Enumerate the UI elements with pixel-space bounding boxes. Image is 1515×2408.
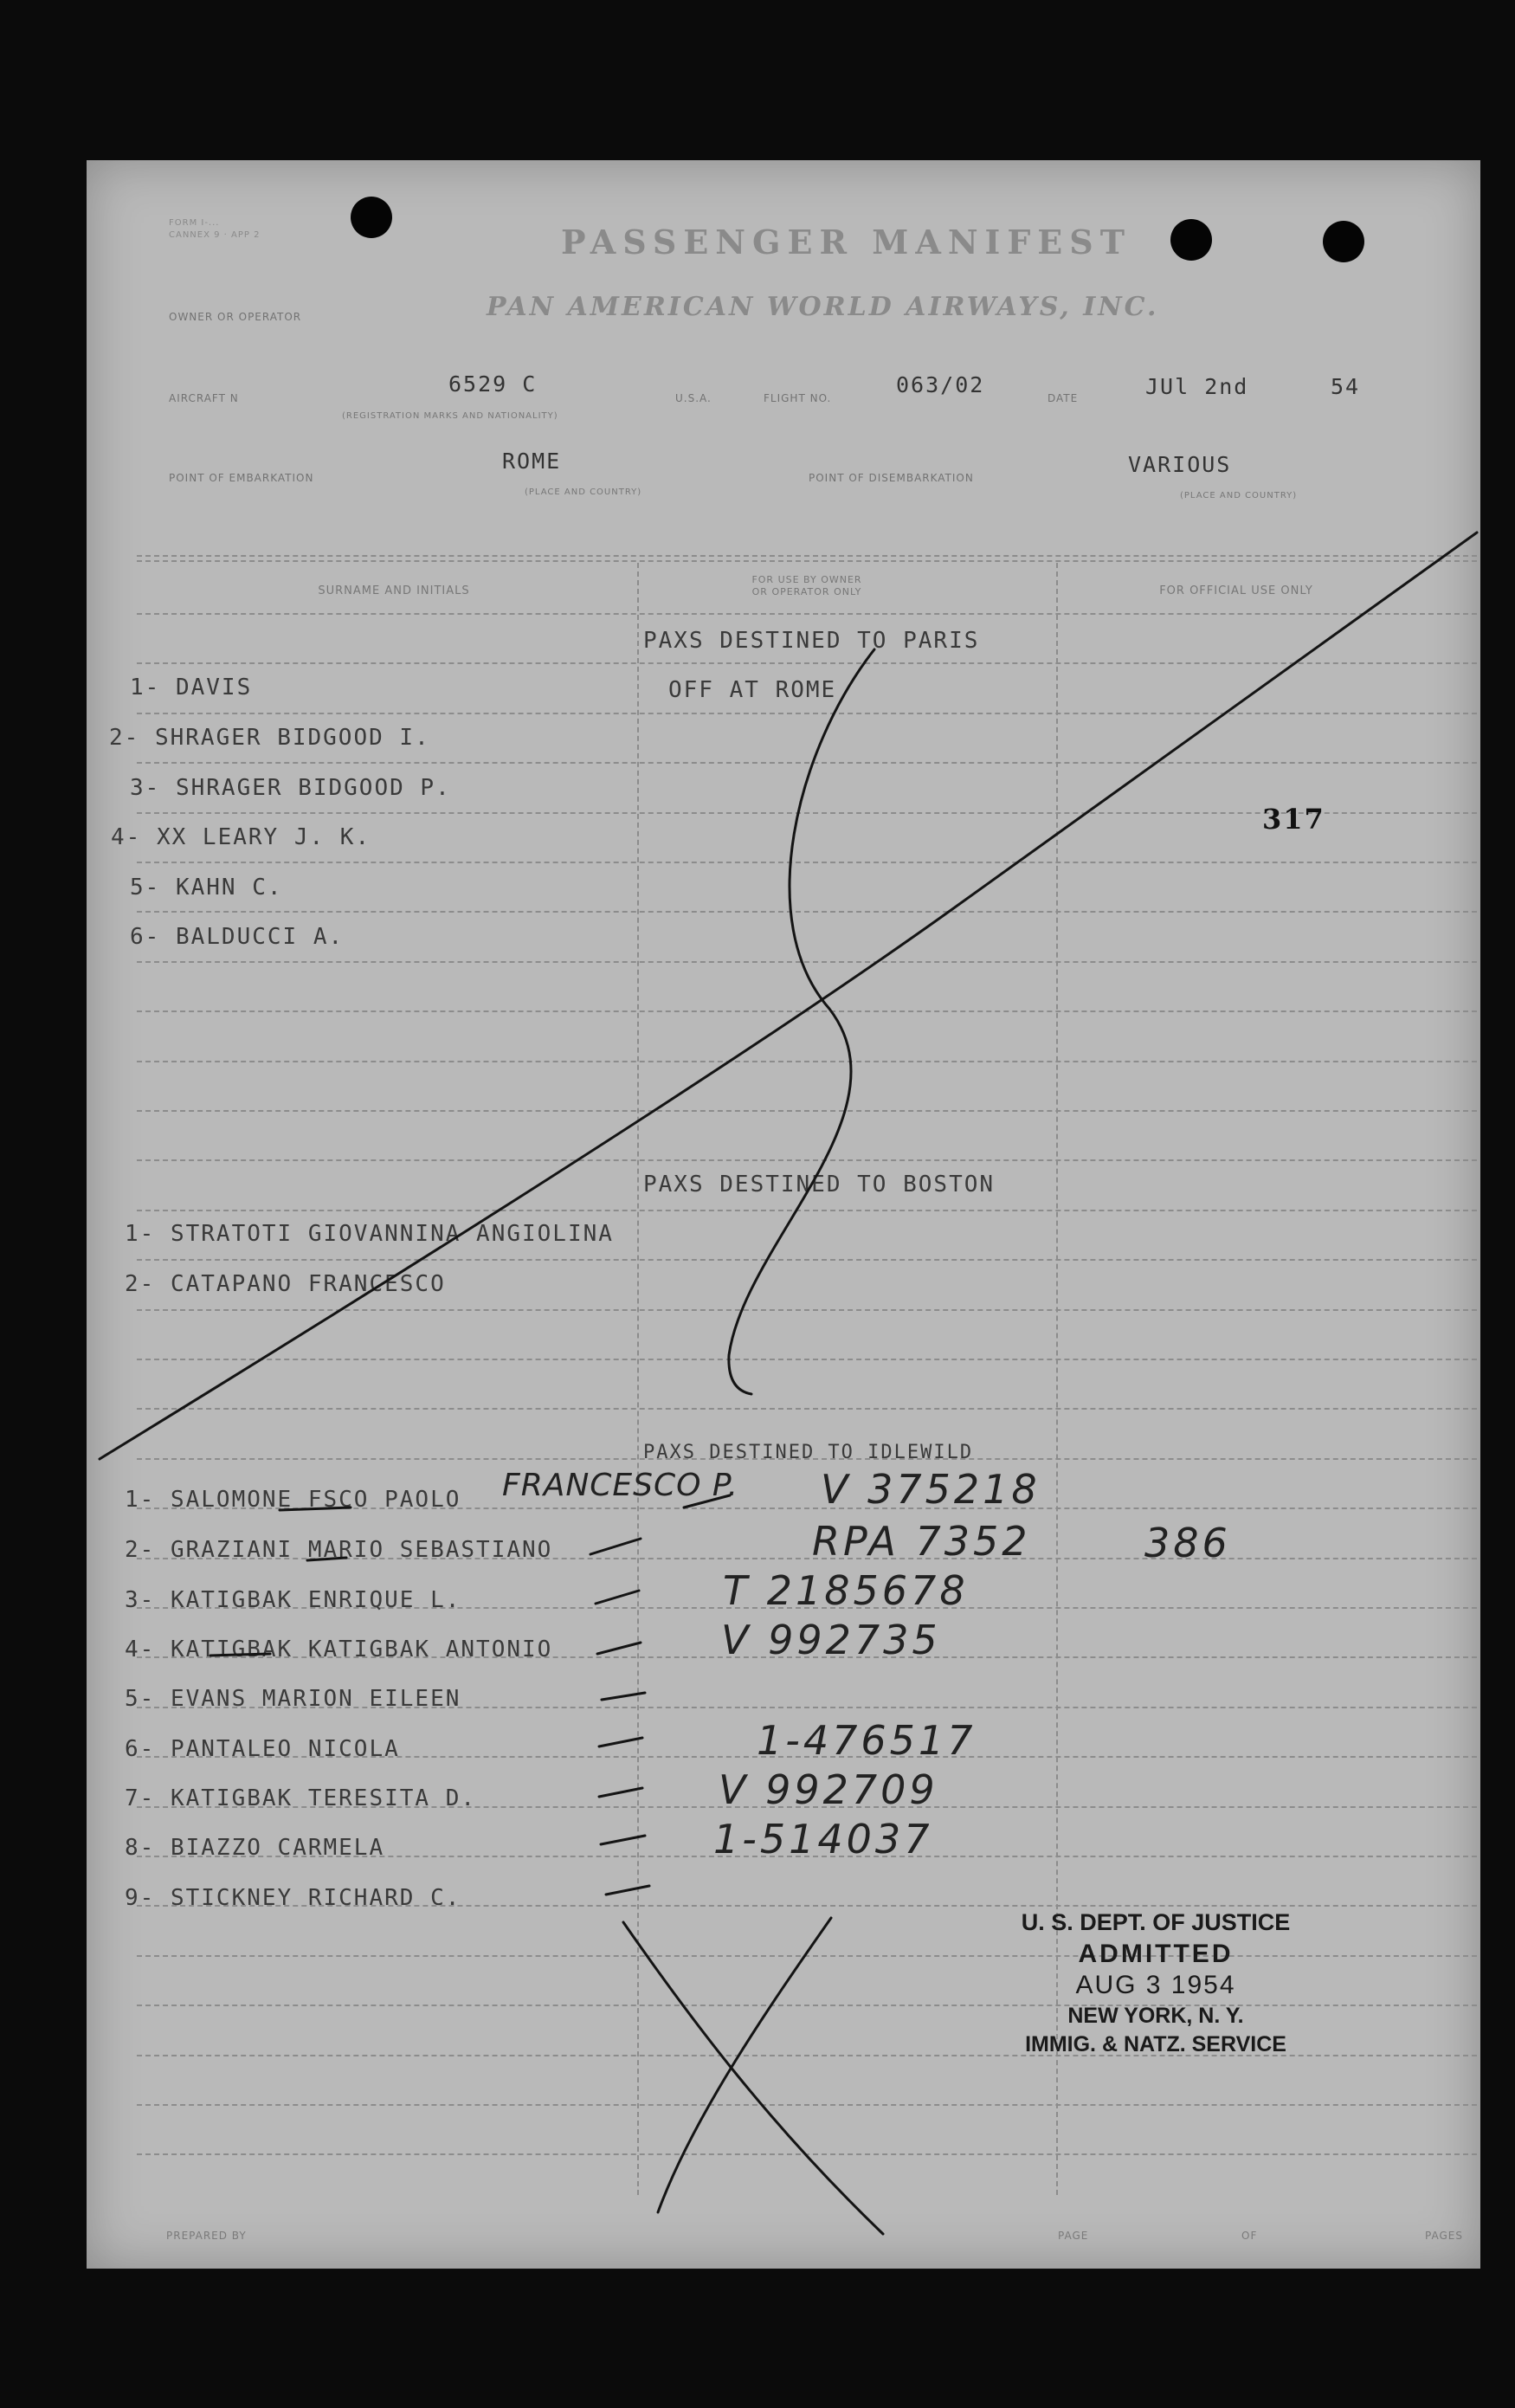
page-label: PAGE bbox=[1058, 2230, 1089, 2242]
handwritten-number: V 992735 bbox=[721, 1617, 941, 1663]
column-surname: SURNAME AND INITIALS bbox=[318, 584, 470, 597]
column-official-use: FOR OFFICIAL USE ONLY bbox=[1159, 584, 1313, 597]
dash-mark bbox=[601, 1836, 645, 1844]
embarkation-value: ROME bbox=[502, 449, 562, 474]
list-item: 1- DAVIS bbox=[130, 675, 253, 700]
handwritten-number: 1-476517 bbox=[757, 1717, 977, 1764]
prepared-by-label: PREPARED BY bbox=[166, 2230, 247, 2242]
stamp-line: ADMITTED bbox=[1078, 1940, 1234, 1968]
disembarkation-value: VARIOUS bbox=[1128, 452, 1232, 477]
pages-label: PAGES bbox=[1425, 2230, 1463, 2242]
form-id: FORM I-... CANNEX 9 · APP 2 bbox=[169, 218, 261, 240]
handwritten-number: V 375218 bbox=[821, 1466, 1041, 1513]
section-heading: PAXS DESTINED TO PARIS bbox=[643, 628, 980, 654]
aircraft-label: AIRCRAFT N bbox=[169, 392, 239, 404]
list-item: 1- STRATOTI GIOVANNINA ANGIOLINA bbox=[125, 1221, 614, 1247]
cross-mark bbox=[658, 1918, 831, 2212]
list-item: 2- CATAPANO FRANCESCO bbox=[125, 1271, 446, 1297]
owner-label: OWNER OR OPERATOR bbox=[169, 311, 302, 323]
list-item: 9- STICKNEY RICHARD C. bbox=[125, 1885, 461, 1911]
of-label: OF bbox=[1241, 2230, 1258, 2242]
company-name: PAN AMERICAN WORLD AIRWAYS, INC. bbox=[487, 292, 1159, 322]
list-item: 5- EVANS MARION EILEEN bbox=[125, 1686, 461, 1712]
list-item: 2- GRAZIANI MARIO SEBASTIANO bbox=[125, 1537, 553, 1563]
registration-note: (REGISTRATION MARKS AND NATIONALITY) bbox=[342, 411, 558, 421]
strikeout-line bbox=[307, 1558, 346, 1560]
list-item: 8- BIAZZO CARMELA bbox=[125, 1835, 385, 1861]
dash-mark bbox=[602, 1693, 645, 1700]
list-item: 3- KATIGBAK ENRIQUE L. bbox=[125, 1587, 461, 1613]
list-item: 4- KATIGBAK KATIGBAK ANTONIO bbox=[125, 1637, 553, 1662]
handwritten-name: FRANCESCO P. bbox=[502, 1468, 739, 1503]
list-item: 6- BALDUCCI A. bbox=[130, 924, 345, 950]
handwritten-number: RPA 7352 bbox=[812, 1518, 1031, 1565]
dash-mark bbox=[684, 1495, 730, 1507]
dash-mark bbox=[599, 1738, 642, 1746]
handwritten-number: V 992709 bbox=[719, 1766, 938, 1813]
handwritten-number: T 2185678 bbox=[723, 1567, 969, 1614]
handwritten-extra: 386 bbox=[1144, 1520, 1231, 1566]
list-item: 5- KAHN C. bbox=[130, 875, 283, 901]
official-number: 317 bbox=[1262, 803, 1325, 836]
usa-label: U.S.A. bbox=[675, 392, 712, 404]
aircraft-value: 6529 C bbox=[448, 371, 538, 397]
stamp-line: NEW YORK, N. Y. bbox=[1067, 2004, 1244, 2028]
date-label: DATE bbox=[1048, 392, 1079, 404]
dash-mark bbox=[596, 1591, 639, 1604]
list-item: 3- SHRAGER BIDGOOD P. bbox=[130, 775, 451, 801]
embarkation-label: POINT OF EMBARKATION bbox=[169, 472, 314, 484]
cross-mark bbox=[623, 1922, 883, 2234]
section-heading: PAXS DESTINED TO BOSTON bbox=[643, 1172, 996, 1198]
curved-pen-stroke bbox=[729, 649, 874, 1394]
list-item: 6- PANTALEO NICOLA bbox=[125, 1736, 400, 1762]
dash-mark bbox=[599, 1788, 642, 1797]
stamp-line: IMMIG. & NATZ. SERVICE bbox=[1025, 2032, 1286, 2056]
section-heading: PAXS DESTINED TO IDLEWILD bbox=[643, 1442, 974, 1463]
strikeout-line bbox=[280, 1507, 351, 1510]
dash-mark bbox=[590, 1539, 641, 1554]
list-item: 2- SHRAGER BIDGOOD I. bbox=[109, 725, 430, 751]
stamp-line: U. S. DEPT. OF JUSTICE bbox=[1021, 1909, 1291, 1935]
list-item: 4- XX LEARY J. K. bbox=[111, 824, 371, 850]
section-subheading: OFF AT ROME bbox=[668, 677, 837, 703]
stamp-line: AUG 3 1954 bbox=[1075, 1971, 1236, 1999]
disembarkation-label: POINT OF DISEMBARKATION bbox=[809, 472, 974, 484]
page-title: PASSENGER MANIFEST bbox=[561, 223, 1131, 261]
date-year: 54 bbox=[1331, 374, 1361, 399]
column-owner-use: FOR USE BY OWNER OR OPERATOR ONLY bbox=[751, 574, 862, 597]
list-item: 1- SALOMONE FSCO PAOLO bbox=[125, 1487, 461, 1513]
strikeout-line bbox=[210, 1654, 270, 1656]
flight-label: FLIGHT NO. bbox=[764, 392, 832, 404]
handwritten-number: 1-514037 bbox=[713, 1816, 933, 1862]
diagonal-cancel-line bbox=[100, 533, 1477, 1459]
place-country-note-2: (PLACE AND COUNTRY) bbox=[1180, 491, 1298, 500]
flight-value: 063/02 bbox=[896, 372, 985, 397]
pen-marks bbox=[87, 160, 1480, 2269]
place-country-note: (PLACE AND COUNTRY) bbox=[525, 487, 642, 497]
manifest-sheet bbox=[87, 160, 1480, 2269]
list-item: 7- KATIGBAK TERESITA D. bbox=[125, 1785, 477, 1811]
date-value: JUl 2nd bbox=[1145, 374, 1249, 399]
dash-mark bbox=[597, 1643, 641, 1654]
dash-mark bbox=[606, 1886, 649, 1895]
